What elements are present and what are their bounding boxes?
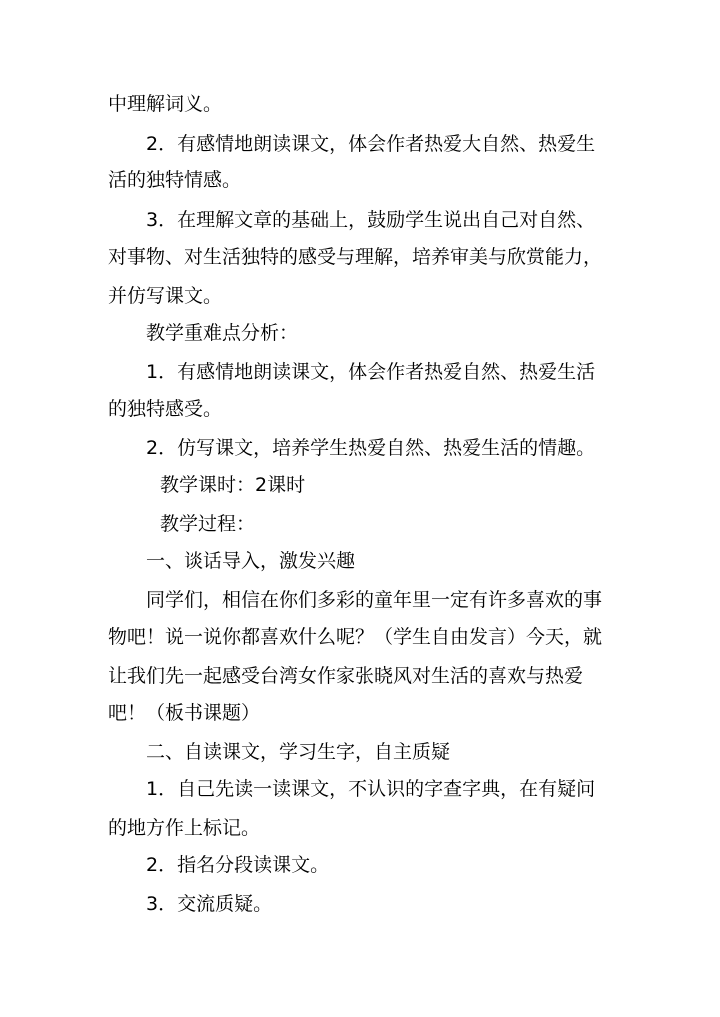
text-line: 1．有感情地朗读课文，体会作者热爱自然、热爱生活 xyxy=(146,361,596,383)
section-heading: 教学过程： xyxy=(160,513,256,535)
text-line: 3．在理解文章的基础上，鼓励学生说出自己对自然、 xyxy=(146,209,596,231)
text-line: 的独特感受。 xyxy=(108,398,223,420)
section-heading: 一、谈话导入，激发兴趣 xyxy=(146,550,356,572)
text-line: 2．指名分段读课文。 xyxy=(146,854,330,876)
text-line: 1．自己先读一读课文，不认识的字查字典，在有疑问 xyxy=(146,778,596,800)
section-heading: 教学课时：2课时 xyxy=(160,474,306,496)
text-line: 对事物、对生活独特的感受与理解，培养审美与欣赏能力， xyxy=(108,246,603,268)
text-line: 2．有感情地朗读课文，体会作者热爱大自然、热爱生 xyxy=(146,133,596,155)
text-line: 活的独特情感。 xyxy=(108,169,242,191)
text-line: 同学们，相信在你们多彩的童年里一定有许多喜欢的事 xyxy=(146,589,603,611)
text-line: 并仿写课文。 xyxy=(108,285,223,307)
text-line: 物吧！说一说你都喜欢什么呢？（学生自由发言）今天，就 xyxy=(108,626,603,648)
text-line: 2．仿写课文，培养学生热爱自然、热爱生活的情趣。 xyxy=(146,437,596,459)
text-line: 的地方作上标记。 xyxy=(108,817,261,839)
section-heading: 二、自读课文，学习生字，自主质疑 xyxy=(146,741,451,763)
text-line: 中理解词义。 xyxy=(108,93,223,115)
text-line: 吧！（板书课题） xyxy=(108,702,261,724)
text-line: 让我们先一起感受台湾女作家张晓风对生活的喜欢与热爱 xyxy=(108,665,584,687)
text-line: 3．交流质疑。 xyxy=(146,893,273,915)
section-heading: 教学重难点分析： xyxy=(146,322,299,344)
